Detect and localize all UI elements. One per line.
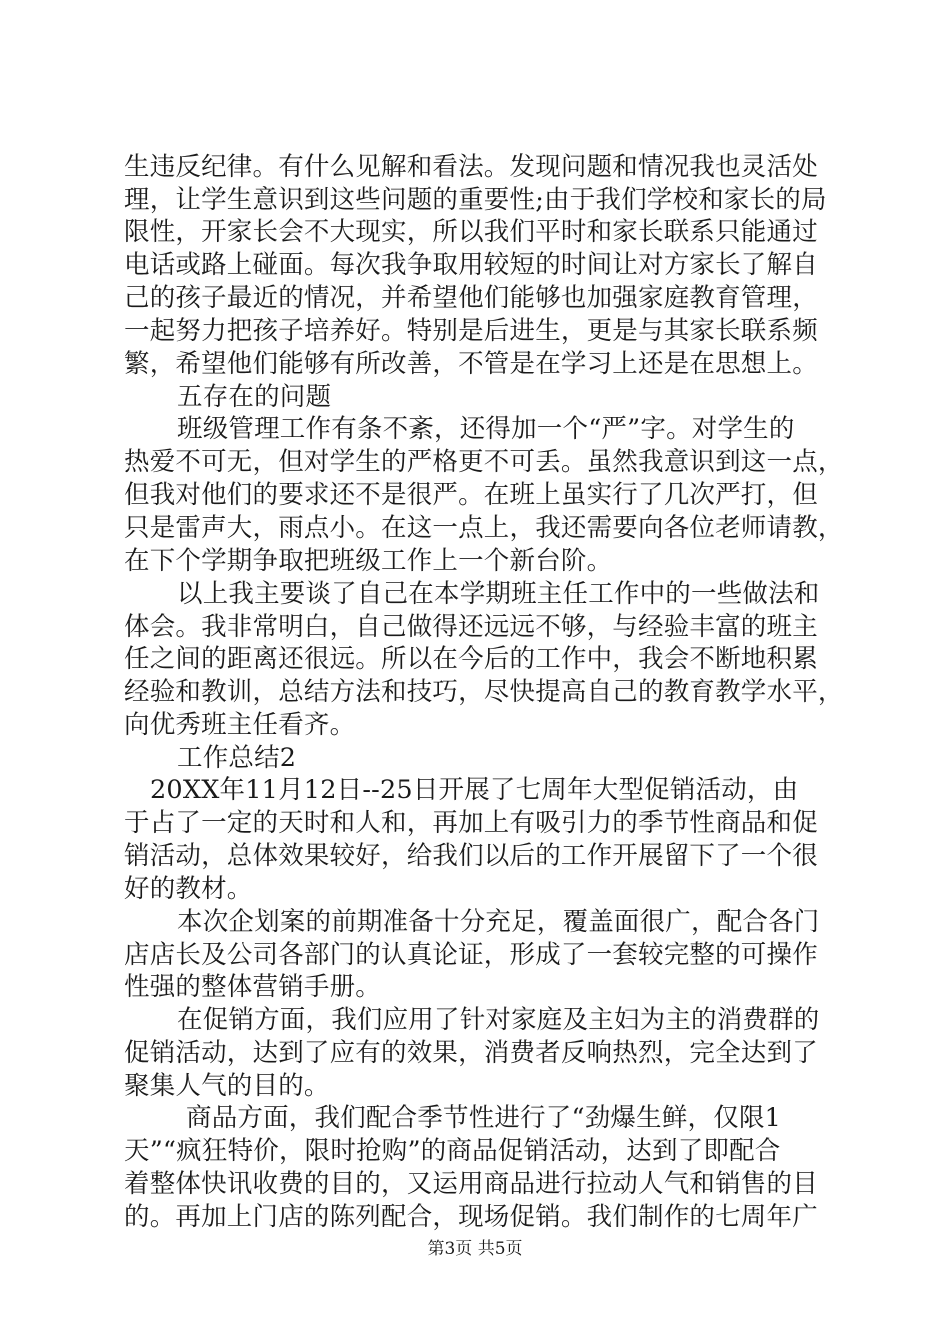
text-line: 电话或路上碰面。每次我争取用较短的时间让对方家长了解自 (124, 250, 818, 280)
page-footer (0, 1238, 950, 1260)
text-line: 向优秀班主任看齐。 (124, 710, 356, 740)
text-line: 己的孩子最近的情况，并希望他们能够也加强家庭教育管理， (124, 283, 818, 313)
text-line: 20XX年11月12日--25日开展了七周年大型促销活动，由 (150, 775, 799, 805)
text-line: 任之间的距离还很远。所以在今后的工作中，我会不断地积累 (124, 644, 818, 674)
text-line: 店店长及公司各部门的认真论证，形成了一套较完整的可操作 (124, 940, 818, 970)
text-line: 以上我主要谈了自己在本学期班主任工作中的一些做法和 (177, 579, 820, 609)
text-line: 但我对他们的要求还不是很严。在班上虽实行了几次严打，但 (124, 480, 818, 510)
text-line: 促销活动，达到了应有的效果，消费者反响热烈，完全达到了 (124, 1038, 818, 1068)
text-line: 的。再加上门店的陈列配合，现场促销。我们制作的七周年广 (124, 1202, 818, 1232)
text-line: 热爱不可无，但对学生的严格更不可丢。虽然我意识到这一点， (124, 447, 844, 477)
text-line: 商品方面，我们配合季节性进行了“劲爆生鲜，仅限1 (186, 1103, 782, 1133)
text-line: 好的教材。 (124, 874, 253, 904)
text-line: 性强的整体营销手册。 (124, 972, 382, 1002)
text-line: 销活动，总体效果较好，给我们以后的工作开展留下了一个很 (124, 841, 818, 871)
text-line: 聚集人气的目的。 (124, 1071, 330, 1101)
text-line: 本次企划案的前期准备十分充足，覆盖面很广，配合各门 (177, 907, 820, 937)
text-line: 繁，希望他们能够有所改善，不管是在学习上还是在思想上。 (124, 349, 818, 379)
text-line: 生违反纪律。有什么见解和看法。发现问题和情况我也灵活处 (124, 152, 818, 182)
text-line: 经验和教训，总结方法和技巧，尽快提高自己的教育教学水平， (124, 677, 844, 707)
text-line: 在促销方面，我们应用了针对家庭及主妇为主的消费群的 (177, 1005, 820, 1035)
section-heading: 工作总结2 (177, 743, 297, 773)
text-line: 理，让学生意识到这些问题的重要性;由于我们学校和家长的局 (124, 185, 827, 215)
text-line: 在下个学期争取把班级工作上一个新台阶。 (124, 546, 613, 576)
text-line: 一起努力把孩子培养好。特别是后进生，更是与其家长联系频 (124, 316, 818, 346)
section-heading: 五存在的问题 (177, 382, 332, 412)
text-line: 天”“疯狂特价，限时抢购”的商品促销活动，达到了即配合 (124, 1136, 781, 1166)
text-line: 着整体快讯收费的目的，又运用商品进行拉动人气和销售的目 (124, 1169, 818, 1199)
text-line: 只是雷声大，雨点小。在这一点上，我还需要向各位老师请教， (124, 513, 844, 543)
text-line: 班级管理工作有条不紊，还得加一个“严”字。对学生的 (177, 414, 795, 444)
text-line: 于占了一定的天时和人和，再加上有吸引力的季节性商品和促 (124, 808, 818, 838)
text-line: 限性，开家长会不大现实，所以我们平时和家长联系只能通过 (124, 217, 818, 247)
text-line: 体会。我非常明白，自己做得还远远不够，与经验丰富的班主 (124, 612, 818, 642)
page-number-label: 第3页 共5页 (427, 1239, 523, 1259)
